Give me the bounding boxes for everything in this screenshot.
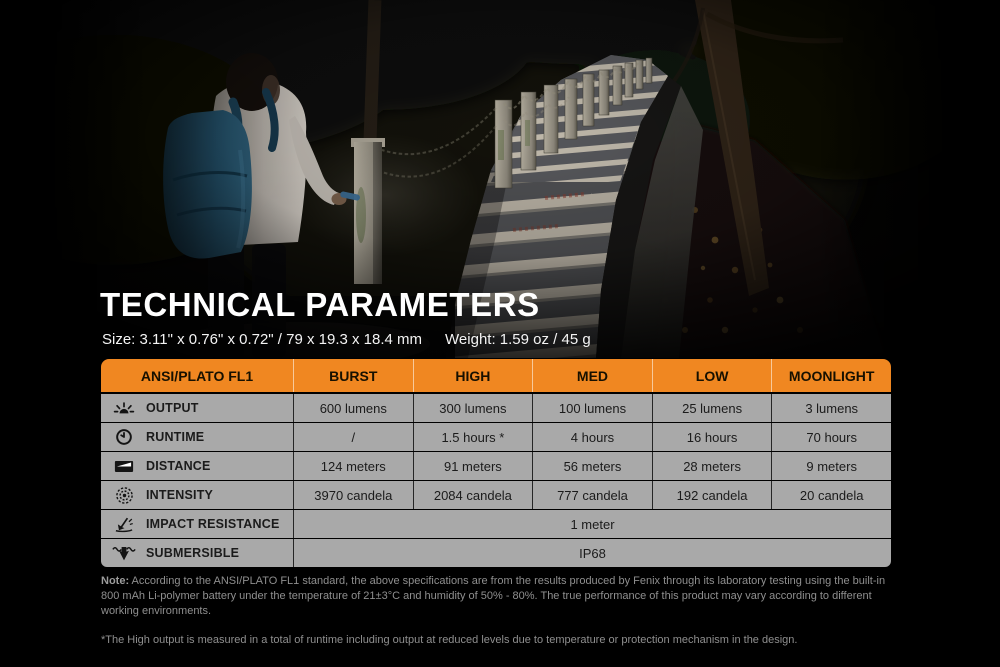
cell-distance-med: 56 meters bbox=[532, 452, 652, 480]
footnote: *The High output is measured in a total of runtime including output at reduced levels due to temperature or protection mechanism in the design. bbox=[101, 633, 798, 646]
cell-output-med: 100 lumens bbox=[532, 394, 652, 422]
cell-output-low: 25 lumens bbox=[652, 394, 772, 422]
page-title: TECHNICAL PARAMETERS bbox=[100, 286, 540, 323]
output-icon bbox=[111, 398, 137, 418]
note-paragraph bbox=[101, 574, 897, 620]
table-row-runtime bbox=[101, 423, 891, 451]
table-row-impact-resistance bbox=[101, 510, 891, 538]
row-label-impact-resistance: IMPACT RESISTANCE bbox=[101, 510, 293, 538]
size-weight-line bbox=[102, 331, 591, 348]
table-row-intensity bbox=[101, 481, 891, 509]
header-cell-low: LOW bbox=[652, 359, 772, 392]
header-cell-high: HIGH bbox=[413, 359, 533, 392]
cell-runtime-burst: / bbox=[293, 423, 413, 451]
cell-runtime-high: 1.5 hours * bbox=[413, 423, 533, 451]
row-label-distance: DISTANCE bbox=[101, 452, 293, 480]
cell-distance-burst: 124 meters bbox=[293, 452, 413, 480]
note-body: According to the ANSI/PLATO FL1 standard, the above specifications are from the results produced by Fenix through its laboratory testing using the built-in 800 mAh Li-polymer battery under the temperature of 21±3°C and humidity of 50% - 80%. The true performance of this product may vary according to different working environments. bbox=[101, 575, 886, 618]
cell-distance-moonlight: 9 meters bbox=[771, 452, 891, 480]
cell-runtime-low: 16 hours bbox=[652, 423, 772, 451]
cell-runtime-med: 4 hours bbox=[532, 423, 652, 451]
header-cell-ansi: ANSI/PLATO FL1 bbox=[101, 359, 293, 392]
spec-table bbox=[101, 359, 891, 567]
notes-block bbox=[101, 574, 897, 648]
intensity-icon bbox=[111, 485, 137, 505]
distance-icon bbox=[111, 456, 137, 476]
table-row-output bbox=[101, 394, 891, 422]
spec-table-header bbox=[101, 359, 891, 392]
row-label-intensity: INTENSITY bbox=[101, 481, 293, 509]
cell-distance-high: 91 meters bbox=[413, 452, 533, 480]
row-label-submersible: SUBMERSIBLE bbox=[101, 539, 293, 567]
cell-output-moonlight: 3 lumens bbox=[771, 394, 891, 422]
cell-submersible-value: IP68 bbox=[293, 539, 891, 567]
header-cell-moonlight: MOONLIGHT bbox=[771, 359, 891, 392]
weight-text: Weight: 1.59 oz / 45 g bbox=[445, 331, 591, 348]
cell-output-high: 300 lumens bbox=[413, 394, 533, 422]
header-cell-med: MED bbox=[532, 359, 652, 392]
submersible-icon bbox=[111, 543, 137, 563]
row-label-output: OUTPUT bbox=[101, 394, 293, 422]
runtime-icon bbox=[111, 427, 137, 447]
cell-intensity-low: 192 candela bbox=[652, 481, 772, 509]
cell-output-burst: 600 lumens bbox=[293, 394, 413, 422]
cell-impact-resistance-value: 1 meter bbox=[293, 510, 891, 538]
cell-intensity-burst: 3970 candela bbox=[293, 481, 413, 509]
cell-distance-low: 28 meters bbox=[652, 452, 772, 480]
table-row-distance bbox=[101, 452, 891, 480]
table-row-submersible bbox=[101, 539, 891, 567]
size-text: Size: 3.11" x 0.76" x 0.72" / 79 x 19.3 x 18.4 mm bbox=[102, 331, 423, 348]
cell-intensity-med: 777 candela bbox=[532, 481, 652, 509]
note-label: Note: bbox=[101, 575, 130, 587]
cell-runtime-moonlight: 70 hours bbox=[771, 423, 891, 451]
row-label-runtime: RUNTIME bbox=[101, 423, 293, 451]
spec-table-body bbox=[101, 394, 891, 567]
cell-intensity-moonlight: 20 candela bbox=[771, 481, 891, 509]
impact-resistance-icon bbox=[111, 514, 137, 534]
cell-intensity-high: 2084 candela bbox=[413, 481, 533, 509]
header-cell-burst: BURST bbox=[293, 359, 413, 392]
